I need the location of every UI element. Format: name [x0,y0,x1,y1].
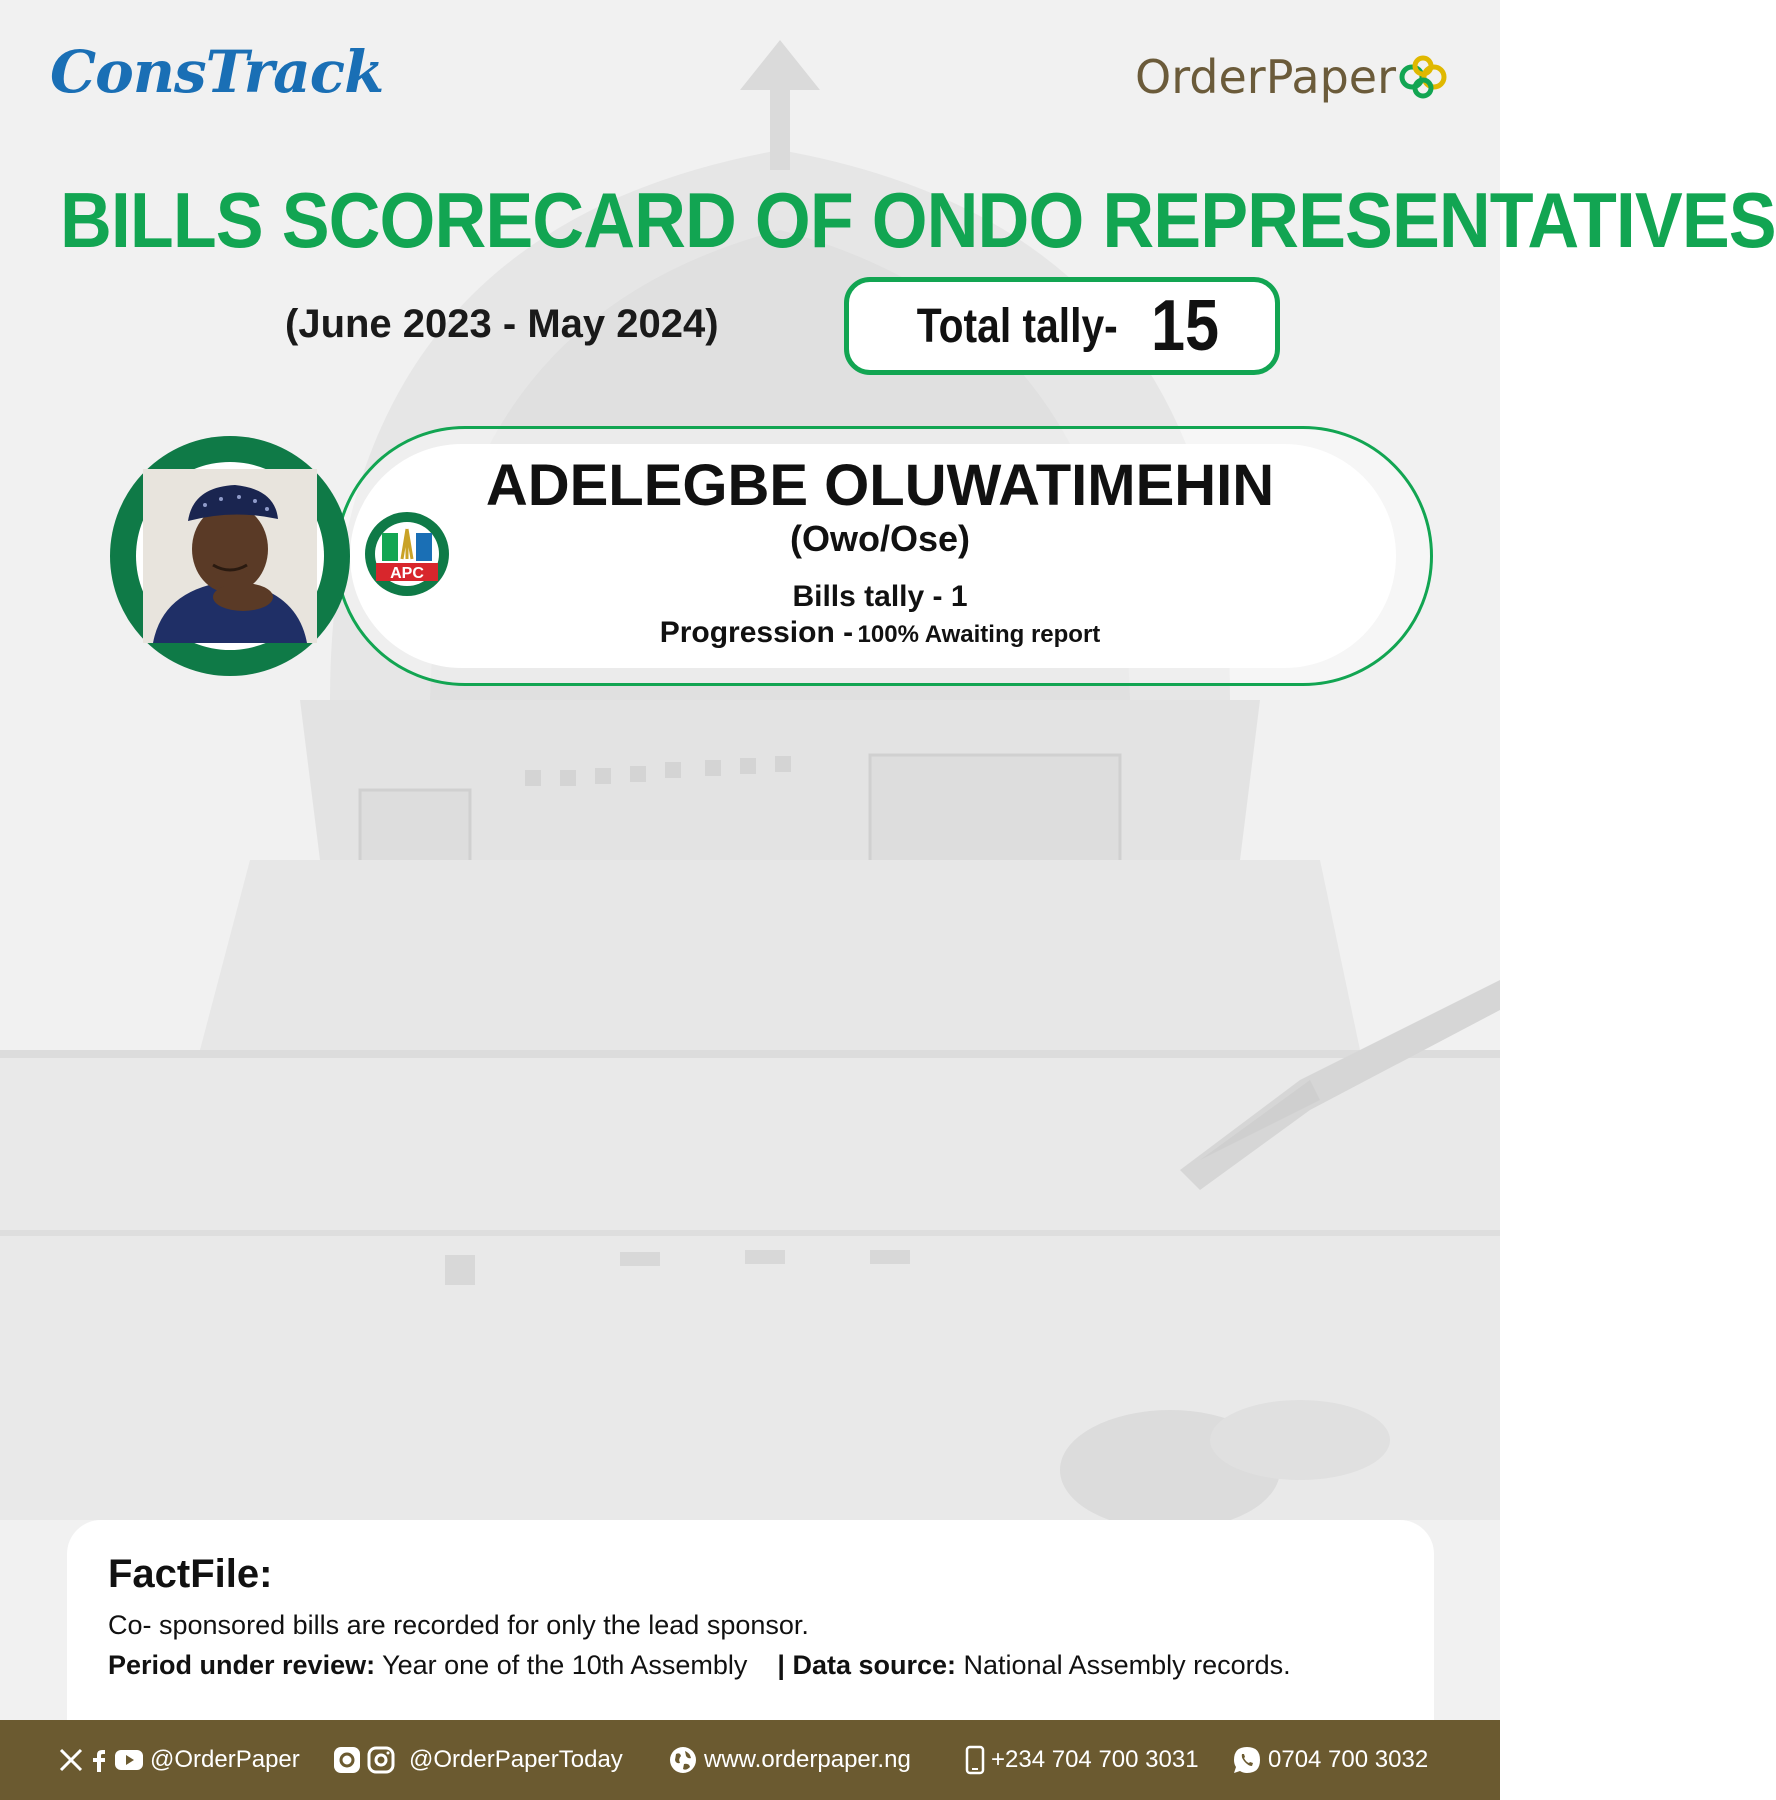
orderpaper-emblem-icon [1398,54,1448,100]
factfile-note: Co- sponsored bills are recorded for only the lead sponsor. [108,1610,809,1640]
facebook-icon [90,1746,108,1774]
instagram-icon [367,1746,395,1774]
member-name: ADELEGBE OLUWATIMEHIN [485,453,1275,518]
footer-phone-whatsapp: 0704 700 3032 [1268,1746,1429,1773]
footer-website-link[interactable] [668,1720,911,1800]
member-progression [400,616,1360,650]
factfile-title: FactFile: [108,1552,273,1596]
threads-icon [333,1746,361,1774]
footer-phone-primary: +234 704 700 3031 [991,1746,1199,1773]
whatsapp-icon [1232,1745,1262,1775]
page-title: BILLS SCORECARD OF ONDO REPRESENTATIVES [60,176,1776,264]
footer-website: www.orderpaper.ng [704,1746,911,1773]
footer-whatsapp-link[interactable] [1232,1720,1428,1800]
apc-logo-text: APC [390,565,424,582]
total-tally-value: 15 [1151,286,1220,366]
total-tally-label: Total tally- [916,299,1118,353]
globe-icon [668,1745,698,1775]
footer-social-orderpaper[interactable] [58,1720,300,1800]
member-constituency: (Owo/Ose) [789,518,971,559]
factfile-separator: | [777,1650,785,1680]
footer-handle-orderpapertoday: @OrderPaperToday [409,1746,623,1773]
factfile-details [108,1650,1291,1681]
progression-value: 100% Awaiting report [857,621,1101,648]
footer-handle-orderpaper: @OrderPaper [150,1746,300,1773]
phone-icon [965,1745,985,1775]
orderpaper-logo-text: OrderPaper [1135,50,1396,104]
constrack-logo-text: ConsTrack [50,38,384,106]
x-icon [58,1747,84,1773]
data-source-value: National Assembly records. [963,1650,1291,1680]
orderpaper-logo [1135,50,1448,104]
footer-social-orderpapertoday[interactable] [333,1720,623,1800]
period-under-review-label: Period under review: [108,1650,376,1680]
progression-label: Progression - [659,616,854,649]
member-photo [143,469,317,643]
avatar [143,469,317,643]
member-bills-tally: Bills tally - 1 [792,580,968,613]
youtube-icon [114,1749,144,1771]
footer-phone-link[interactable] [965,1720,1199,1800]
review-period: (June 2023 - May 2024) [285,302,719,346]
footer-bar [0,1720,1500,1800]
total-tally-box [844,277,1280,375]
constrack-logo [50,38,383,106]
period-under-review-value: Year one of the 10th Assembly [382,1650,748,1680]
data-source-label: Data source: [792,1650,957,1680]
